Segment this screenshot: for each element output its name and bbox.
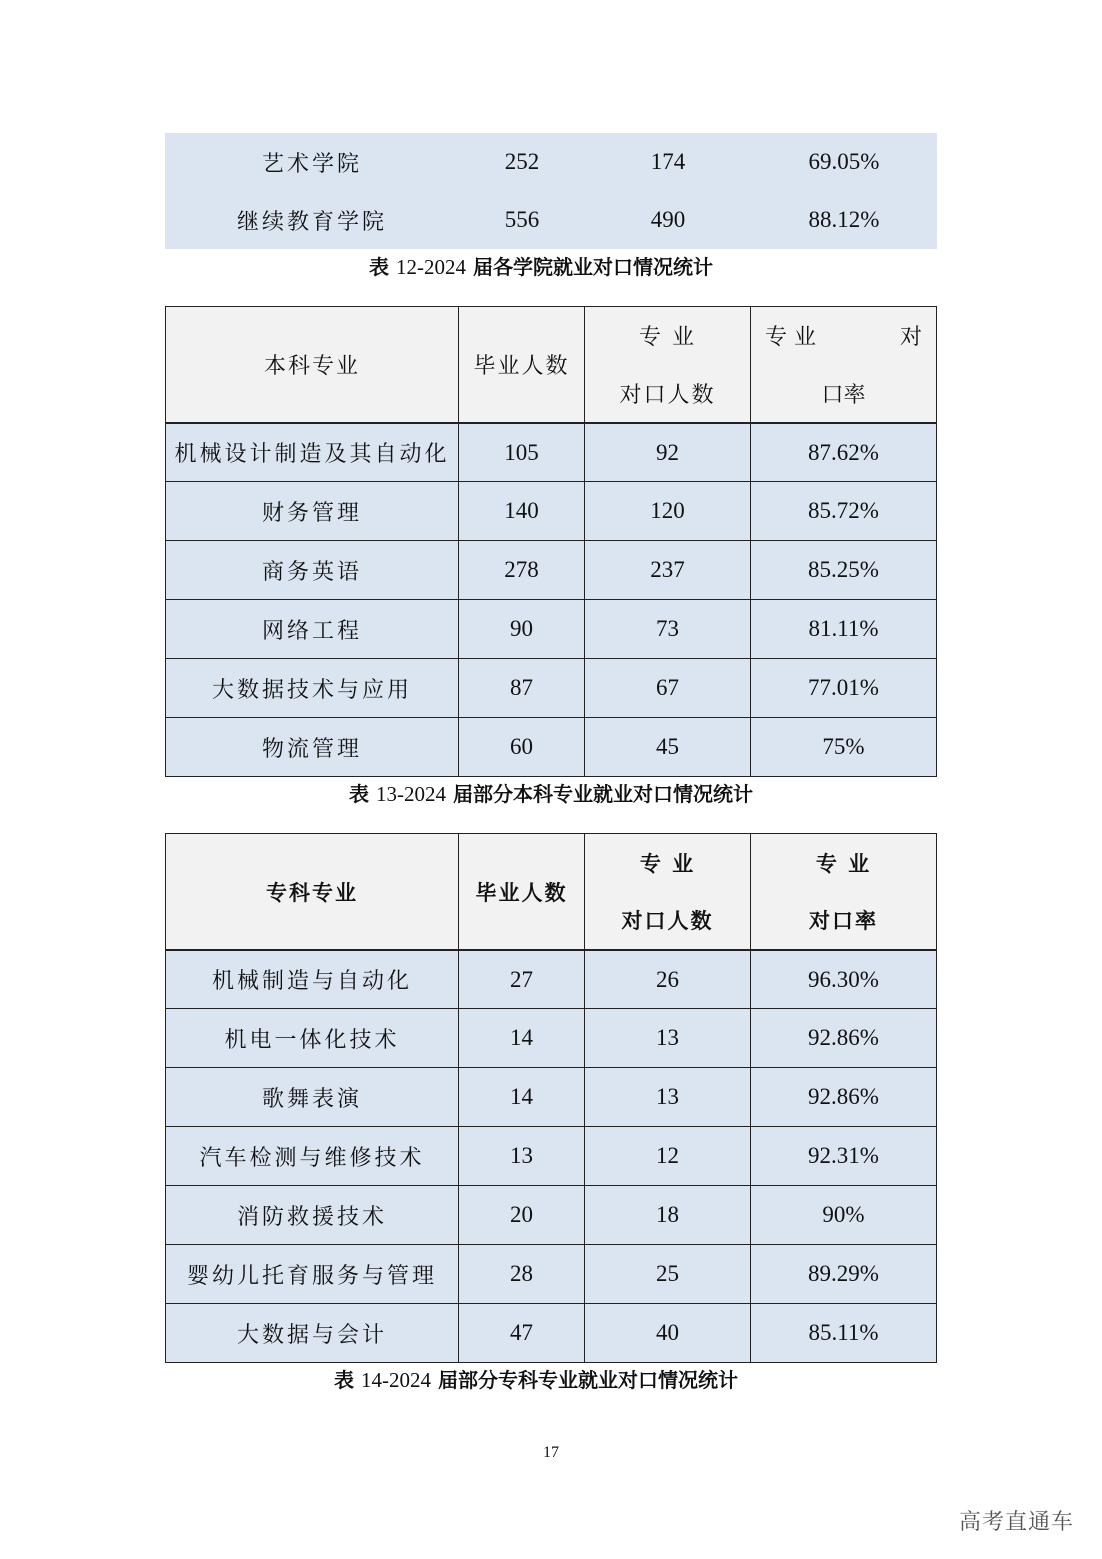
- major-name: 财务管理: [165, 482, 459, 541]
- match-rate: 92.86%: [751, 1009, 937, 1068]
- college-name: 艺术学院: [261, 151, 362, 177]
- table-row: [165, 1068, 937, 1127]
- college-name: 继续教育学院: [236, 209, 387, 235]
- header-rate: [751, 833, 937, 950]
- caption-prefix: 表: [369, 255, 396, 279]
- matched-count: 45: [585, 718, 751, 777]
- graduates-count: 14: [459, 1009, 585, 1068]
- header-graduates: 毕业人数: [459, 833, 585, 950]
- caption-number: 12-2024: [396, 255, 466, 279]
- table-row: [165, 423, 937, 482]
- caption-number: 13-2024: [376, 782, 446, 806]
- match-rate: 69.05%: [808, 149, 880, 174]
- table-12-caption: [0, 251, 1092, 280]
- graduates-count: 60: [459, 718, 585, 777]
- header-matched-line2: 对口人数: [619, 382, 716, 408]
- matched-count: 18: [585, 1186, 751, 1245]
- page-number: 17: [543, 1444, 559, 1461]
- caption-prefix: 表: [334, 1368, 361, 1392]
- match-rate: 96.30%: [751, 950, 937, 1009]
- major-name: 机械制造与自动化: [165, 950, 459, 1009]
- major-name: 物流管理: [165, 718, 459, 777]
- header-matched: [585, 306, 751, 423]
- graduates-count: 556: [504, 207, 540, 232]
- table-row: [165, 541, 937, 600]
- table-row: [165, 718, 937, 777]
- header-rate-line1: 专 业: [815, 851, 872, 876]
- table-13-caption: [0, 778, 1102, 807]
- table-row: [165, 600, 937, 659]
- caption-text: 届各学院就业对口情况统计: [466, 255, 713, 279]
- header-matched-line1: 专 业: [639, 325, 696, 351]
- major-name: 商务英语: [165, 541, 459, 600]
- table-header-row: [165, 306, 937, 423]
- caption-text: 届部分本科专业就业对口情况统计: [446, 782, 753, 806]
- major-name: 婴幼儿托育服务与管理: [165, 1245, 459, 1304]
- major-name: 大数据与会计: [165, 1304, 459, 1363]
- table-row: [165, 191, 937, 249]
- matched-count: 12: [585, 1127, 751, 1186]
- matched-count: 67: [585, 659, 751, 718]
- table-row: [165, 950, 937, 1009]
- header-matched-line2: 对口人数: [621, 909, 714, 934]
- match-rate: 77.01%: [751, 659, 937, 718]
- graduates-count: 27: [459, 950, 585, 1009]
- matched-count: 13: [585, 1009, 751, 1068]
- graduates-count: 13: [459, 1127, 585, 1186]
- caption-prefix: 表: [349, 782, 376, 806]
- matched-count: 26: [585, 950, 751, 1009]
- match-rate: 81.11%: [751, 600, 937, 659]
- table-12-continuation: [165, 133, 937, 249]
- table-row: [165, 659, 937, 718]
- header-rate-line2: 对口率: [809, 909, 878, 934]
- match-rate: 92.31%: [751, 1127, 937, 1186]
- table-row: [165, 1009, 937, 1068]
- match-rate: 75%: [751, 718, 937, 777]
- match-rate: 87.62%: [751, 423, 937, 482]
- matched-count: 120: [585, 482, 751, 541]
- table-header-row: [165, 833, 937, 950]
- table-row: [165, 1304, 937, 1363]
- graduates-count: 47: [459, 1304, 585, 1363]
- header-graduates: 毕业人数: [459, 306, 585, 423]
- match-rate: 88.12%: [808, 207, 880, 232]
- major-name: 机电一体化技术: [165, 1009, 459, 1068]
- header-major: 专科专业: [165, 833, 459, 950]
- graduates-count: 28: [459, 1245, 585, 1304]
- graduates-count: 87: [459, 659, 585, 718]
- caption-number: 14-2024: [361, 1368, 431, 1392]
- match-rate: 85.72%: [751, 482, 937, 541]
- match-rate: 85.11%: [751, 1304, 937, 1363]
- header-rate-left: 专 业: [765, 325, 816, 350]
- table-row: [165, 1186, 937, 1245]
- table-14-vocational-majors: [165, 833, 937, 1363]
- caption-text: 届部分专科专业就业对口情况统计: [431, 1368, 738, 1392]
- header-rate-right: 对: [899, 325, 922, 350]
- graduates-count: 278: [459, 541, 585, 600]
- match-rate: 85.25%: [751, 541, 937, 600]
- major-name: 汽车检测与维修技术: [165, 1127, 459, 1186]
- table-row: [165, 133, 937, 191]
- major-name: 机械设计制造及其自动化: [165, 423, 459, 482]
- matched-count: 92: [585, 423, 751, 482]
- graduates-count: 140: [459, 482, 585, 541]
- major-name: 歌舞表演: [165, 1068, 459, 1127]
- graduates-count: 20: [459, 1186, 585, 1245]
- graduates-count: 14: [459, 1068, 585, 1127]
- table-row: [165, 1245, 937, 1304]
- matched-count: 40: [585, 1304, 751, 1363]
- watermark-text: 高考直通车: [958, 1510, 1074, 1535]
- matched-count: 237: [585, 541, 751, 600]
- match-rate: 89.29%: [751, 1245, 937, 1304]
- matched-count: 13: [585, 1068, 751, 1127]
- matched-count: 174: [650, 149, 686, 174]
- major-name: 消防救援技术: [165, 1186, 459, 1245]
- header-rate-line2: 口率: [821, 383, 866, 408]
- matched-count: 25: [585, 1245, 751, 1304]
- major-name: 网络工程: [165, 600, 459, 659]
- header-matched: [585, 833, 751, 950]
- match-rate: 90%: [751, 1186, 937, 1245]
- table-row: [165, 1127, 937, 1186]
- graduates-count: 105: [459, 423, 585, 482]
- table-13-undergrad-majors: [165, 306, 937, 777]
- header-rate: [751, 306, 937, 423]
- table-row: [165, 482, 937, 541]
- header-major: 本科专业: [165, 306, 459, 423]
- match-rate: 92.86%: [751, 1068, 937, 1127]
- matched-count: 490: [650, 207, 686, 232]
- graduates-count: 90: [459, 600, 585, 659]
- matched-count: 73: [585, 600, 751, 659]
- header-matched-line1: 专 业: [639, 851, 696, 876]
- table-14-caption: [0, 1364, 1087, 1393]
- graduates-count: 252: [504, 149, 540, 174]
- major-name: 大数据技术与应用: [165, 659, 459, 718]
